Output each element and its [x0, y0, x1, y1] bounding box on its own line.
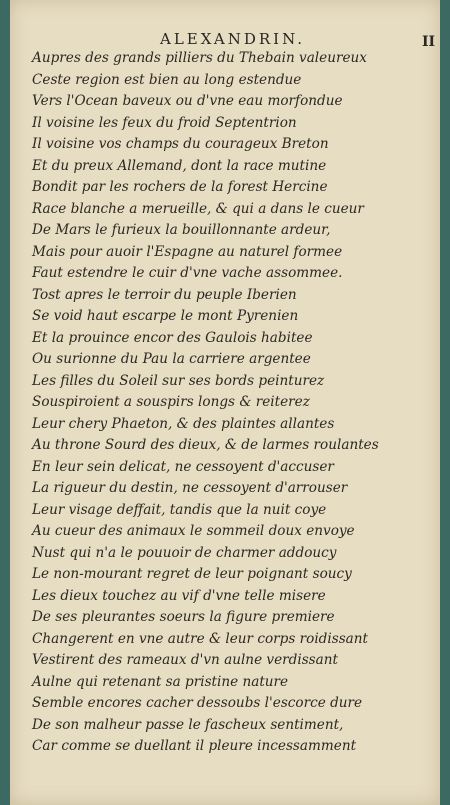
verse-line: Ceste region est bien au long estendue: [32, 71, 302, 88]
verse-line: Se void haut escarpe le mont Pyrenien: [32, 308, 299, 324]
verse-line: Il voisine les feux du froid Septentrion: [32, 114, 297, 131]
verse-line: Les filles du Soleil sur ses bords peinturez: [32, 372, 325, 389]
verse-block: [32, 48, 432, 758]
verse-line: De son malheur passe le fascheux sentiment,: [32, 716, 344, 733]
verse-line: De ses pleurantes soeurs la figure premiere: [32, 609, 335, 625]
book-page: [10, 0, 440, 805]
verse-line: Bondit par les rochers de la forest Hercine: [32, 179, 328, 195]
verse-line: Et du preux Allemand, dont la race mutine: [32, 157, 327, 174]
verse-line: De Mars le furieux la bouillonnante ardeur,: [32, 222, 331, 238]
verse-line: Vestirent des rameaux d'vn aulne verdissant: [32, 652, 338, 668]
verse-line: Faut estendre le cuir d'vne vache assommee.: [32, 265, 343, 281]
verse-line: Le non-mourant regret de leur poignant soucy: [32, 566, 352, 582]
page-number: II: [422, 34, 436, 50]
verse-line: Aupres des grands pilliers du Thebain valeureux: [32, 50, 367, 66]
verse-line: Les dieux touchez au vif d'vne telle misere: [32, 587, 326, 604]
verse-line: La rigueur du destin, ne cessoyent d'arrouser: [32, 480, 348, 496]
verse-line: Leur chery Phaeton, & des plaintes allantes: [32, 415, 335, 432]
verse-line: Changerent en vne autre & leur corps roidissant: [32, 630, 368, 647]
verse-line: Souspiroient a souspirs longs & reiterez: [32, 394, 310, 410]
verse-line: Race blanche a merueille, & qui a dans le cueur: [32, 200, 364, 217]
verse-line: Ou surionne du Pau la carriere argentee: [32, 351, 311, 367]
verse-line: Nust qui n'a le pouuoir de charmer addoucy: [32, 544, 337, 561]
verse-line: Mais pour auoir l'Espagne au naturel formee: [32, 243, 343, 260]
verse-line: Tost apres le terroir du peuple Iberien: [32, 286, 297, 303]
verse-line: Aulne qui retenant sa pristine nature: [32, 673, 289, 690]
verse-line: Car comme se duellant il pleure incessamment: [32, 738, 357, 754]
verse-line: Vers l'Ocean baveux ou d'vne eau morfondue: [32, 93, 343, 109]
verse-line: Au throne Sourd des dieux, & de larmes roulantes: [32, 437, 379, 453]
verse-line: Au cueur des animaux le sommeil doux envoye: [32, 523, 355, 539]
verse-line: Semble encores cacher dessoubs l'escorce dure: [32, 695, 363, 711]
verse-line: Il voisine vos champs du courageux Breton: [32, 136, 329, 152]
verse-line: Et la prouince encor des Gaulois habitee: [32, 329, 313, 346]
verse-line: En leur sein delicat, ne cessoyent d'accuser: [32, 458, 334, 475]
running-head: ALEXANDRIN.: [160, 30, 306, 48]
verse-line: Leur visage deffait, tandis que la nuit coye: [32, 501, 327, 518]
